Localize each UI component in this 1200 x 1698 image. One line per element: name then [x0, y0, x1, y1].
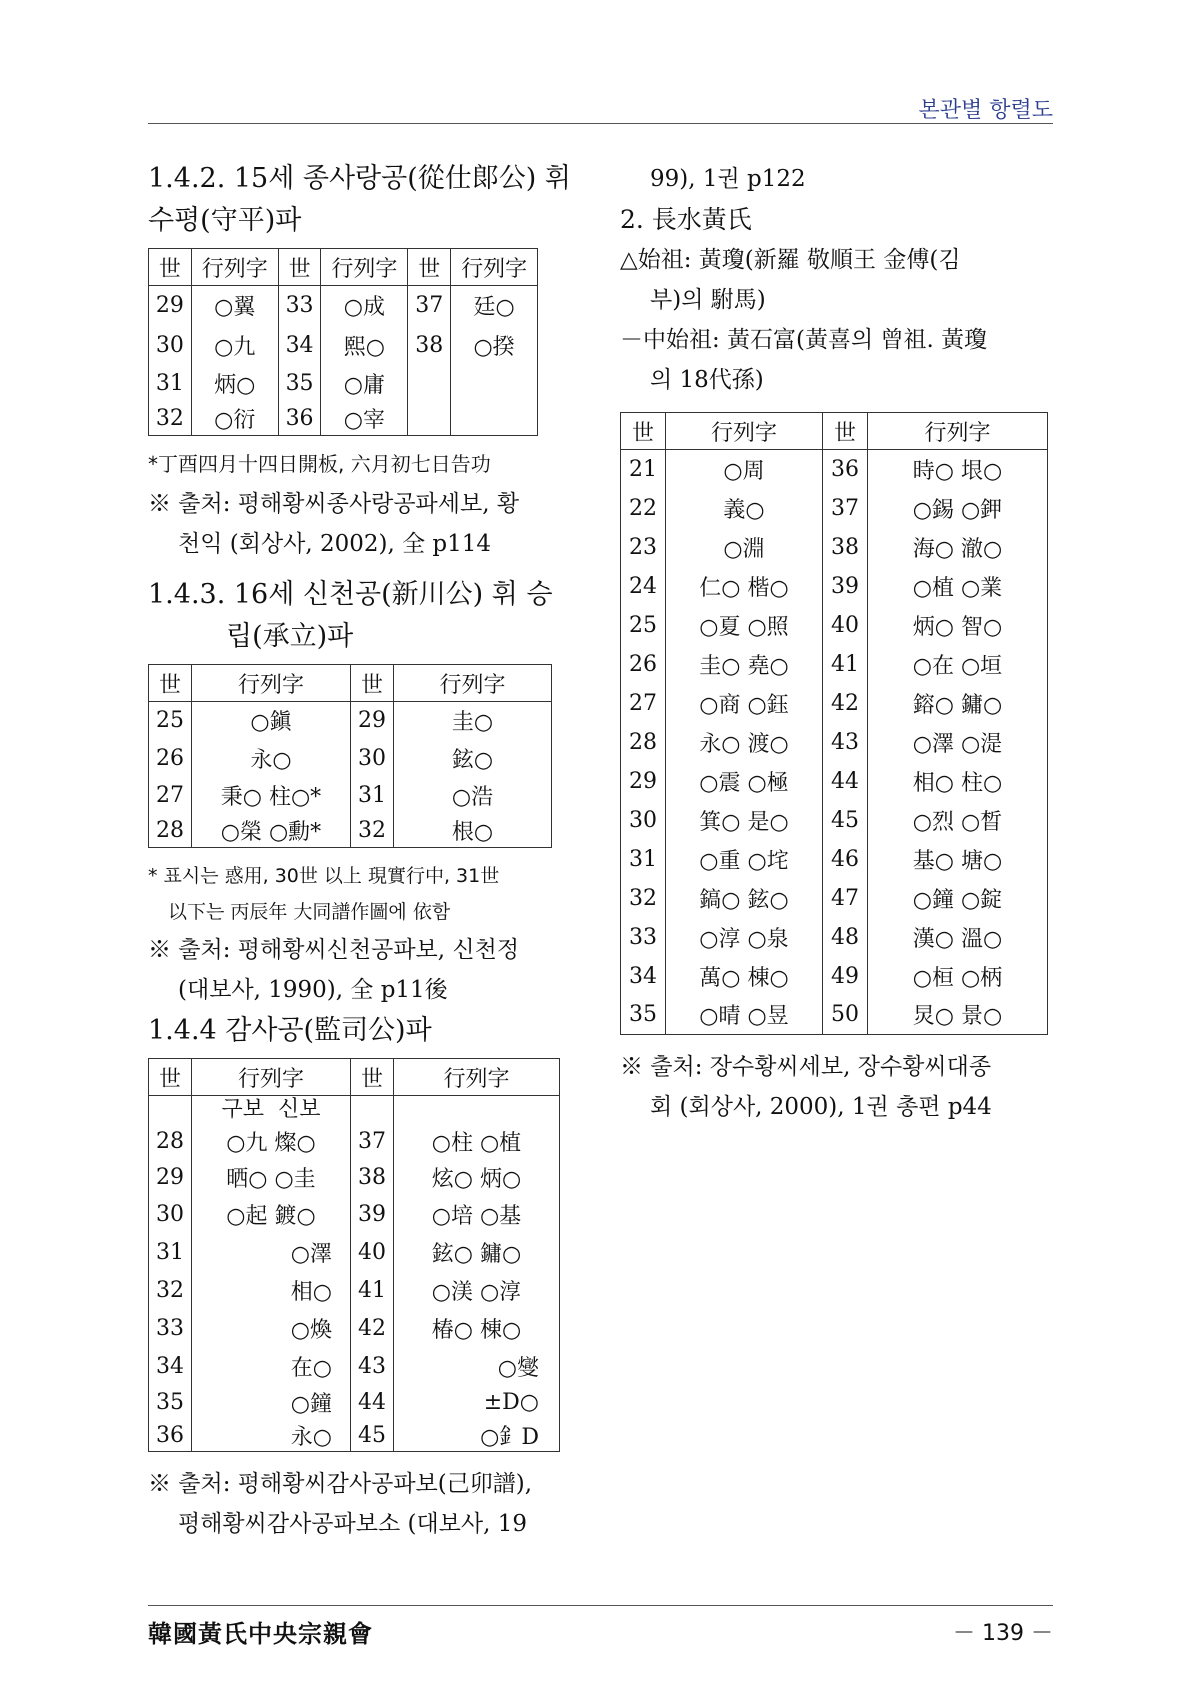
section-title: 1.4.2. 15세 종사랑공(從仕郞公) 휘	[148, 163, 571, 194]
cell: 在○	[192, 1348, 351, 1386]
source-citation: ※ 출처: 평해황씨종사랑공파세보, 황	[148, 491, 520, 517]
page-number: － 139 －	[953, 1621, 1053, 1646]
cell: 29	[149, 286, 192, 326]
cell: ○庸	[321, 366, 408, 402]
cell: ○煥	[192, 1310, 351, 1348]
cell: 31	[149, 366, 192, 402]
source-citation-cont: 99), 1권 p122	[650, 166, 806, 192]
table-row	[149, 1310, 560, 1348]
table-row	[621, 528, 1048, 567]
table-row	[149, 778, 552, 814]
table-row	[621, 684, 1048, 723]
cell: 28	[621, 723, 666, 762]
cell: ○商 ○鈺	[666, 684, 823, 723]
table-row	[149, 1348, 560, 1386]
table-row	[621, 645, 1048, 684]
cell	[451, 402, 538, 436]
section-title: 1.4.3. 16세 신천공(新川公) 휘 승	[148, 579, 553, 610]
lineage-line: －中始祖: 黃石富(黃喜의 曾祖. 黃瓊	[620, 327, 988, 353]
right-column	[620, 158, 1055, 1127]
cell: 33	[149, 1310, 192, 1348]
table-row	[149, 1196, 560, 1234]
section-title-cont: 립(承立)파	[226, 621, 354, 652]
cell: 晒○ ○圭	[192, 1160, 351, 1196]
lineage-line-cont: 부)의 駙馬)	[650, 287, 766, 313]
generation-table	[148, 248, 538, 436]
cell: 炳○ 智○	[868, 606, 1048, 645]
generation-table	[148, 664, 552, 848]
cell: ○宰	[321, 402, 408, 436]
cell: 圭○	[394, 702, 552, 740]
source-citation-cont: (대보사, 1990), 全 p11後	[178, 977, 448, 1003]
table-row	[149, 326, 538, 366]
cell: 圭○ 堯○	[666, 645, 823, 684]
cell: 23	[621, 528, 666, 567]
cell: 鎬○ 鉉○	[666, 879, 823, 918]
cell: 28	[149, 1124, 192, 1160]
cell: 22	[621, 489, 666, 528]
cell: ○柱 ○植	[394, 1124, 560, 1160]
cell: 34	[621, 957, 666, 996]
table-row	[621, 840, 1048, 879]
cell: 義○	[666, 489, 823, 528]
table-row	[621, 918, 1048, 957]
table-row	[149, 1160, 560, 1196]
table-row	[149, 366, 538, 402]
cell: 廷○	[451, 286, 538, 326]
cell: 36	[823, 450, 868, 489]
cell: 萬○ 棟○	[666, 957, 823, 996]
col-header: 世	[621, 413, 666, 450]
cell: 41	[823, 645, 868, 684]
generation-table	[620, 412, 1048, 1035]
source-citation: ※ 출처: 평해황씨신천공파보, 신천정	[148, 937, 520, 963]
col-header: 行列字	[192, 1059, 351, 1096]
cell: 31	[149, 1234, 192, 1272]
cell: 39	[351, 1196, 394, 1234]
cell: 47	[823, 879, 868, 918]
cell: 34	[149, 1348, 192, 1386]
cell: ○渼 ○淳	[394, 1272, 560, 1310]
left-column	[148, 158, 583, 1544]
col-header: 行列字	[394, 665, 552, 702]
cell: 根○	[394, 814, 552, 848]
cell: 36	[149, 1420, 192, 1452]
section-title: 2. 長水黃氏	[620, 205, 752, 234]
cell: ○重 ○垞	[666, 840, 823, 879]
cell: 46	[823, 840, 868, 879]
cell: ○燮	[394, 1348, 560, 1386]
cell: 仁○ 楷○	[666, 567, 823, 606]
cell: ○培 ○基	[394, 1196, 560, 1234]
cell: 37	[823, 489, 868, 528]
cell: 椿○ 棟○	[394, 1310, 560, 1348]
cell: 熙○	[321, 326, 408, 366]
cell: 43	[823, 723, 868, 762]
cell: 44	[823, 762, 868, 801]
cell: 44	[351, 1386, 394, 1420]
table-row	[149, 1124, 560, 1160]
cell: 29	[149, 1160, 192, 1196]
cell: 30	[149, 326, 192, 366]
source-citation: ※ 출처: 평해황씨감사공파보(己卯譜),	[148, 1471, 533, 1497]
col-header: 行列字	[321, 249, 408, 286]
cell: ○鐘 ○錠	[868, 879, 1048, 918]
table-row	[149, 1420, 560, 1452]
cell: ○揆	[451, 326, 538, 366]
cell	[408, 402, 451, 436]
cell: 鉉○	[394, 740, 552, 778]
cell: ○錫 ○鉀	[868, 489, 1048, 528]
col-header: 行列字	[868, 413, 1048, 450]
col-header: 世	[149, 1059, 192, 1096]
cell: 32	[621, 879, 666, 918]
cell: 33	[278, 286, 321, 326]
cell: ○釒D	[394, 1420, 560, 1452]
cell: ○淵	[666, 528, 823, 567]
cell: 28	[149, 814, 192, 848]
cell: ○翼	[191, 286, 278, 326]
header-title: 본관별 항렬도	[918, 98, 1053, 123]
cell: ○成	[321, 286, 408, 326]
table-subheader-row	[149, 1096, 560, 1124]
source-citation-cont: 천익 (회상사, 2002), 全 p114	[178, 531, 492, 557]
cell: 27	[621, 684, 666, 723]
col-header: 世	[278, 249, 321, 286]
cell: ○起 鍍○	[192, 1196, 351, 1234]
cell: 38	[351, 1160, 394, 1196]
table-row	[149, 286, 538, 326]
cell: 40	[823, 606, 868, 645]
cell: ○在 ○垣	[868, 645, 1048, 684]
cell: 24	[621, 567, 666, 606]
cell: 45	[351, 1420, 394, 1452]
cell: 27	[149, 778, 192, 814]
cell: 箕○ 是○	[666, 801, 823, 840]
table-row	[621, 723, 1048, 762]
cell: 31	[621, 840, 666, 879]
table-row	[621, 801, 1048, 840]
table-row	[621, 567, 1048, 606]
source-citation-cont: 평해황씨감사공파보소 (대보사, 19	[178, 1511, 528, 1537]
cell: ○九 燦○	[192, 1124, 351, 1160]
cell: 48	[823, 918, 868, 957]
table-row	[621, 450, 1048, 489]
table-note: * 표시는 惑用, 30世 以上 現實行中, 31世	[148, 865, 500, 887]
cell: 39	[823, 567, 868, 606]
cell: 鉉○ 鏞○	[394, 1234, 560, 1272]
cell: 29	[351, 702, 394, 740]
cell: 34	[278, 326, 321, 366]
cell: 32	[351, 814, 394, 848]
cell: ±D○	[394, 1386, 560, 1420]
cell: 26	[621, 645, 666, 684]
cell: 鎔○ 鏞○	[868, 684, 1048, 723]
table-row	[149, 1272, 560, 1310]
cell: 30	[149, 1196, 192, 1234]
table-row	[149, 1386, 560, 1420]
lineage-line: △始祖: 黃瓊(新羅 敬順王 金傅(김	[620, 247, 961, 273]
col-header: 世	[149, 249, 192, 286]
table-row	[149, 740, 552, 778]
cell: ○周	[666, 450, 823, 489]
table-row	[149, 1234, 560, 1272]
table-row	[149, 702, 552, 740]
section-title: 1.4.4 감사공(監司公)파	[148, 1015, 432, 1046]
cell: ○澤 ○湜	[868, 723, 1048, 762]
running-header	[148, 93, 1053, 124]
cell: 炅○ 景○	[868, 996, 1048, 1035]
cell: 26	[149, 740, 192, 778]
section-title-cont: 수평(守平)파	[148, 205, 302, 236]
cell: 37	[408, 286, 451, 326]
cell: ○晴 ○昱	[666, 996, 823, 1035]
cell: ○淳 ○泉	[666, 918, 823, 957]
cell: ○震 ○極	[666, 762, 823, 801]
cell: 33	[621, 918, 666, 957]
cell: ○澤	[192, 1234, 351, 1272]
cell: 永○	[192, 1420, 351, 1452]
col-header: 行列字	[192, 665, 351, 702]
organization-name: 韓國黃氏中央宗親會	[148, 1619, 373, 1648]
col-header: 世	[351, 665, 394, 702]
cell: 相○	[192, 1272, 351, 1310]
cell: ○烈 ○晳	[868, 801, 1048, 840]
cell: 相○ 柱○	[868, 762, 1048, 801]
cell: 永○	[192, 740, 351, 778]
cell: 32	[149, 402, 192, 436]
cell: ○浩	[394, 778, 552, 814]
source-citation: ※ 출처: 장수황씨세보, 장수황씨대종	[620, 1054, 992, 1080]
cell	[408, 366, 451, 402]
col-header: 世	[351, 1059, 394, 1096]
page-footer	[148, 1605, 1053, 1646]
cell: 35	[621, 996, 666, 1035]
cell: 35	[278, 366, 321, 402]
cell: 海○ 澈○	[868, 528, 1048, 567]
cell: 41	[351, 1272, 394, 1310]
col-header: 行列字	[394, 1059, 560, 1096]
cell: 基○ 塘○	[868, 840, 1048, 879]
col-header: 世	[149, 665, 192, 702]
cell: ○夏 ○照	[666, 606, 823, 645]
cell: 25	[621, 606, 666, 645]
col-header: 行列字	[666, 413, 823, 450]
cell: ○榮 ○勳*	[192, 814, 351, 848]
cell: 炳○	[191, 366, 278, 402]
table-row	[621, 957, 1048, 996]
cell: ○鐘	[192, 1386, 351, 1420]
cell: 38	[408, 326, 451, 366]
cell: 炫○ 炳○	[394, 1160, 560, 1196]
subheader: 구보 신보	[192, 1096, 351, 1124]
cell: 40	[351, 1234, 394, 1272]
table-row	[621, 879, 1048, 918]
cell: 38	[823, 528, 868, 567]
table-row	[621, 762, 1048, 801]
cell: 漢○ 溫○	[868, 918, 1048, 957]
cell: ○桓 ○柄	[868, 957, 1048, 996]
lineage-line-cont: 의 18代孫)	[650, 367, 764, 393]
table-row	[149, 402, 538, 436]
cell: ○九	[191, 326, 278, 366]
cell: 永○ 渡○	[666, 723, 823, 762]
cell: 25	[149, 702, 192, 740]
cell: 30	[621, 801, 666, 840]
generation-table	[148, 1058, 560, 1452]
cell: 42	[351, 1310, 394, 1348]
col-header: 世	[408, 249, 451, 286]
col-header: 行列字	[451, 249, 538, 286]
cell: 36	[278, 402, 321, 436]
source-citation-cont: 회 (회상사, 2000), 1권 총편 p44	[650, 1094, 992, 1120]
cell: 37	[351, 1124, 394, 1160]
table-row	[621, 489, 1048, 528]
cell: 29	[621, 762, 666, 801]
cell: 時○ 垠○	[868, 450, 1048, 489]
col-header: 世	[823, 413, 868, 450]
cell: 31	[351, 778, 394, 814]
cell: 50	[823, 996, 868, 1035]
col-header: 行列字	[191, 249, 278, 286]
cell: 秉○ 柱○*	[192, 778, 351, 814]
table-row	[621, 606, 1048, 645]
cell: ○鎭	[192, 702, 351, 740]
cell: 42	[823, 684, 868, 723]
table-row	[149, 814, 552, 848]
table-note: *丁酉四月十四日開板, 六月初七日告功	[148, 452, 491, 476]
cell: 49	[823, 957, 868, 996]
table-note-cont: 以下는 丙辰年 大同譜作圖에 依함	[168, 901, 451, 923]
cell: 32	[149, 1272, 192, 1310]
cell: ○植 ○業	[868, 567, 1048, 606]
cell: ○衍	[191, 402, 278, 436]
cell: 45	[823, 801, 868, 840]
cell: 30	[351, 740, 394, 778]
cell: 35	[149, 1386, 192, 1420]
cell: 21	[621, 450, 666, 489]
cell	[451, 366, 538, 402]
table-row	[621, 996, 1048, 1035]
cell: 43	[351, 1348, 394, 1386]
